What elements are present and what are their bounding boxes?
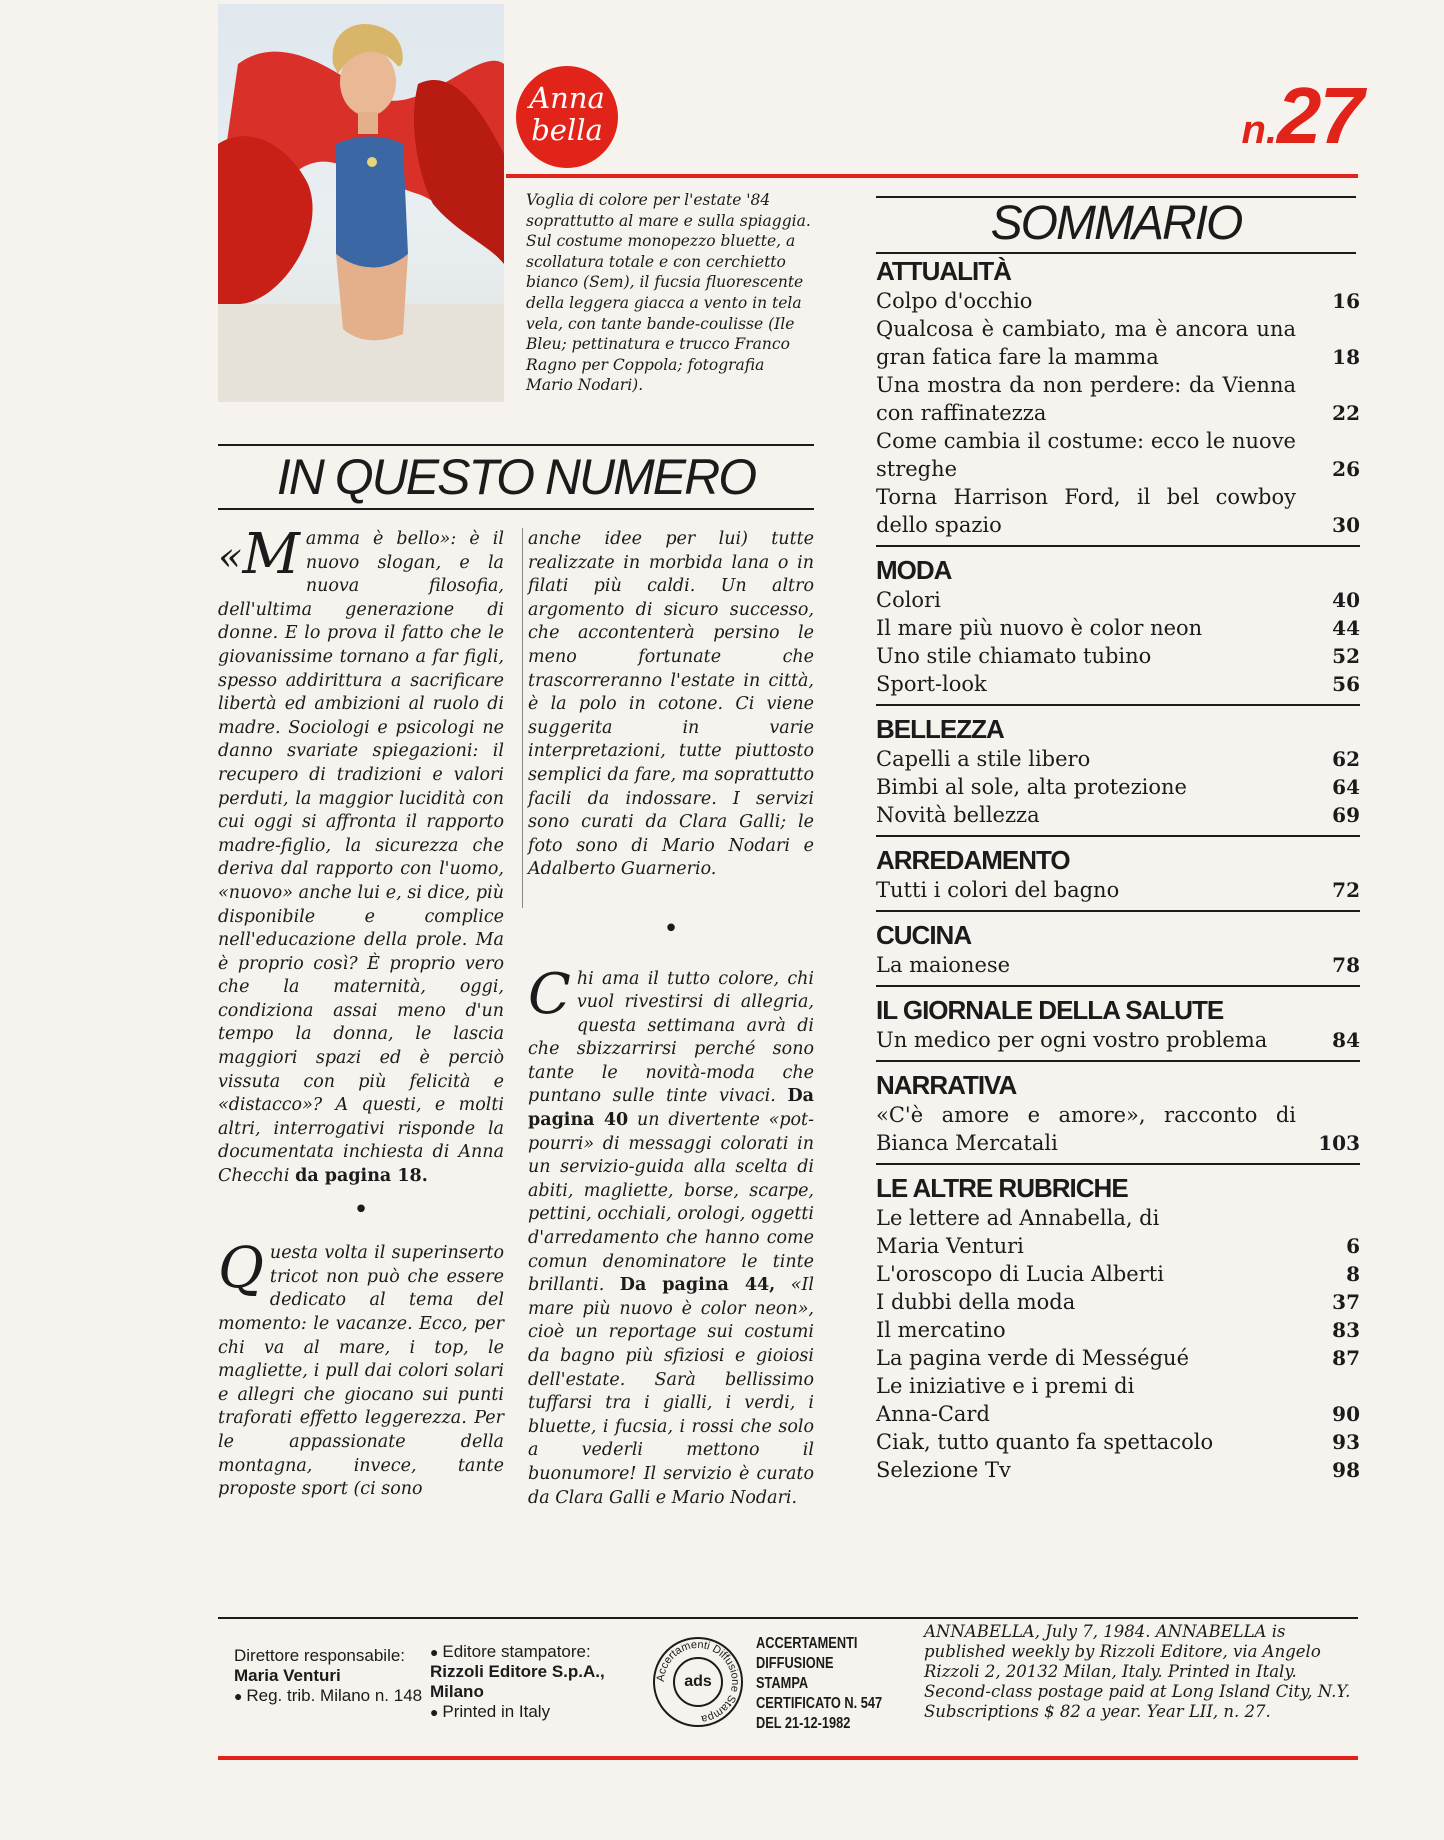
article-tricot: Questa volta il superinserto tricot non può che essere dedicato al tema del momento: le vacanze. Ecco, per chi va al mare, i top, le magliette, i pull dai colori solari e allegri che giocano sui punti traforati effetto leggerezza. Per le appassionate della montagna, invece, tante proposte sport (ci sono — [218, 1236, 504, 1500]
toc-entry[interactable]: Novità bellezza 69 — [876, 803, 1360, 827]
footer-red-rule — [218, 1756, 1358, 1760]
seal-ring-text: Accertamenti Diffusione Stampa — [654, 1638, 742, 1725]
page-ref-40: Da pagina 40 — [528, 1086, 814, 1131]
section-rule — [876, 910, 1360, 912]
toc-entry[interactable]: Sport-look 56 — [876, 672, 1360, 696]
sommario-title: SOMMARIO — [990, 197, 1242, 250]
toc-entry[interactable]: «C'è amore e amore», racconto di Bianca Mercatali 103 — [876, 1103, 1360, 1155]
article-tricot-cont: anche idee per lui) tutte realizzate in morbida lana o in filati più caldi. Un altro argomento di sicuro successo, che accontenterà persino le meno fortunate che trascorreranno l'estate in città, è la polo in cotone. Ci viene suggerita in varie interpretazioni, tutte piuttosto semplici da fare, ma soprattutto facili da indossare. I servizi sono curati da Clara Galli; le foto sono di Mario Nodari e Adalberto Guarnerio. — [528, 529, 814, 880]
iqn-column-2 — [528, 528, 814, 1510]
section-attualita — [876, 256, 1360, 539]
photo-caption: Voglia di colore per l'estate '84 soprattutto al mare e sulla spiaggia. Sul costume monopezzo bluette, a scollatura totale e con cerchietto bianco (Sem), il fucsia fluorescente della leggera giacca a vento in tela vela, con tante bande-coulisse (Ile Bleu; pettinatura e trucco Franco Ragno per Coppola; fotografia Mario Nodari). — [526, 191, 811, 395]
sommario-rule-bottom — [876, 252, 1356, 254]
toc-entry[interactable]: La maionese 78 — [876, 953, 1360, 977]
section-bellezza — [876, 714, 1360, 829]
section-heading: CUCINA — [876, 920, 972, 950]
column-divider — [522, 528, 523, 908]
toc-entry[interactable]: L'oroscopo di Lucia Alberti 8 — [876, 1262, 1360, 1286]
section-arredamento — [876, 845, 1360, 904]
article-maternita: « M amma è bello»: è il nuovo slogan, e la nuova filosofia, dell'ultima generazione di donne. E lo prova il fatto che le giovanissime tornano a far figli, spesso addirittura a sacrificare libertà ed ambizioni al ruolo di madre. Sociologi e psicologi ne danno svariate spiegazioni: il recupero di tradizioni e valori perduti, la maggior lucidità con cui oggi si affronta il rapporto madre-figlio, la sicurezza che deriva dal rapporto con l'uomo, «nuovo» anche lui e, si dice, più disponibile e complice nell'educazione della prole. Ma è proprio così? È proprio vero che la maternità, oggi, condiziona assai meno d'un tempo la donna, le lascia maggiori spazi ed è perciò vissuta con più felicità e «distacco»? A questi, e molti altri, interrogativi risponde la documentata inchiesta di Anna Checchi da pagina 18. — [218, 522, 504, 1187]
sommario-list — [876, 256, 1360, 1484]
toc-entry[interactable]: Ciak, tutto quanto fa spettacolo 93 — [876, 1430, 1360, 1454]
toc-entry[interactable]: Colori 40 — [876, 588, 1360, 612]
section-rule — [876, 985, 1360, 987]
header-red-rule — [506, 174, 1358, 178]
toc-entry[interactable]: Il mare più nuovo è color neon 44 — [876, 616, 1360, 640]
section-heading: BELLEZZA — [876, 714, 1004, 744]
colophon-direttore: Direttore responsabile: Maria Venturi ● Reg. trib. Milano n. 148 — [234, 1646, 423, 1705]
section-rule — [876, 1163, 1360, 1165]
toc-entry[interactable]: Il mercatino 83 — [876, 1318, 1360, 1342]
section-heading: IL GIORNALE DELLA SALUTE — [876, 995, 1224, 1025]
toc-entry[interactable]: Colpo d'occhio 16 — [876, 289, 1360, 313]
section-heading: MODA — [876, 555, 952, 585]
iqn-column-1 — [218, 522, 504, 1502]
toc-entry[interactable]: Le iniziative e i premi di Anna-Card 90 — [876, 1374, 1360, 1426]
section-giornale-salute — [876, 995, 1360, 1054]
iqn-rule-top — [218, 444, 814, 446]
toc-entry[interactable]: Una mostra da non perdere: da Vienna con raffinatezza 22 — [876, 373, 1360, 425]
toc-entry[interactable]: Le lettere ad Annabella, di Maria Venturi 6 — [876, 1206, 1360, 1258]
publication-imprint: ANNABELLA, July 7, 1984. ANNABELLA is published weekly by Rizzoli Editore, via Angelo Rizzoli 2, 20132 Milan, Italy. Printed in Italy. Second-class postage paid at Long Island City, N.Y. Subscriptions $ 82 a year. Year LII, n. 27. — [924, 1622, 1351, 1721]
toc-entry[interactable]: Selezione Tv 98 — [876, 1458, 1360, 1482]
in-questo-numero-title: IN QUESTO NUMERO — [276, 449, 756, 505]
section-rule — [876, 1060, 1360, 1062]
section-altre-rubriche — [876, 1173, 1360, 1484]
page-ref-18: da pagina 18. — [295, 1166, 428, 1187]
iqn-rule-bottom — [218, 508, 814, 510]
page-ref-44: Da pagina 44, — [619, 1275, 776, 1296]
toc-entry[interactable]: Tutti i colori del bagno 72 — [876, 878, 1360, 902]
toc-entry[interactable]: Un medico per ogni vostro problema 84 — [876, 1028, 1360, 1052]
toc-entry[interactable]: Qualcosa è cambiato, ma è ancora una gran fatica fare la mamma 18 — [876, 317, 1360, 369]
toc-entry[interactable]: Torna Harrison Ford, il bel cowboy dello spazio 30 — [876, 485, 1360, 537]
footer-rule-top — [218, 1617, 1358, 1619]
toc-entry[interactable]: Bimbi al sole, alta protezione 64 — [876, 775, 1360, 799]
toc-entry[interactable]: Uno stile chiamato tubino 52 — [876, 644, 1360, 668]
toc-entry[interactable]: Capelli a stile libero 62 — [876, 747, 1360, 771]
ads-certificate: ACCERTAMENTI DIFFUSIONE STAMPA CERTIFICATO N. 547 DEL 21-12-1982 — [756, 1635, 883, 1732]
section-heading: ARREDAMENTO — [876, 845, 1070, 875]
cover-photo — [218, 4, 504, 402]
section-heading: LE ALTRE RUBRICHE — [876, 1173, 1128, 1203]
toc-entry[interactable]: I dubbi della moda 37 — [876, 1290, 1360, 1314]
section-rule — [876, 545, 1360, 547]
section-rule — [876, 704, 1360, 706]
model-photo-illustration — [218, 4, 504, 402]
toc-entry[interactable]: La pagina verde di Mességué 87 — [876, 1346, 1360, 1370]
seal-center-text: ads — [684, 1673, 712, 1690]
section-cucina — [876, 920, 1360, 979]
issue-number: n.27 — [1241, 71, 1362, 160]
section-narrativa — [876, 1070, 1360, 1157]
section-heading: ATTUALITÀ — [876, 256, 1011, 286]
colophon-editore: ● Editore stampatore: Rizzoli Editore S.p.A., Milano ● Printed in Italy — [430, 1642, 605, 1721]
separator-bullet: • — [663, 913, 679, 944]
annabella-logo: Anna bella — [516, 66, 618, 168]
toc-entry[interactable]: Come cambia il costume: ecco le nuove streghe 26 — [876, 429, 1360, 481]
section-rule — [876, 835, 1360, 837]
article-colore: Chi ama il tutto colore, chi vuol rivestirsi di allegria, questa settimana avrà di che sbizzarrirsi perché sono tante le novità-moda che puntano sulle tinte vivaci. Da pagina 40 un divertente «pot-pourri» di messaggi colorati in un servizio-guida alla scelta di abiti, magliette, borse, scarpe, pettini, occhiali, orologi, oggetti d'arredamento che hanno come comun denominatore le tinte brillanti. Da pagina 44, «Il mare più nuovo è color neon», cioè un reportage sui costumi da bagno più sfiziosi e gioiosi dell'estate. Sarà bellissimo tuffarsi tra i gialli, i verdi, i bluette, i fucsia, i rossi che solo a vederli mettono il buonumore! Il servizio è curato da Clara Galli e Mario Nodari. — [528, 961, 814, 1508]
ads-seal — [650, 1634, 746, 1730]
section-heading: NARRATIVA — [876, 1070, 1017, 1100]
section-moda — [876, 555, 1360, 698]
separator-bullet: • — [353, 1194, 369, 1225]
